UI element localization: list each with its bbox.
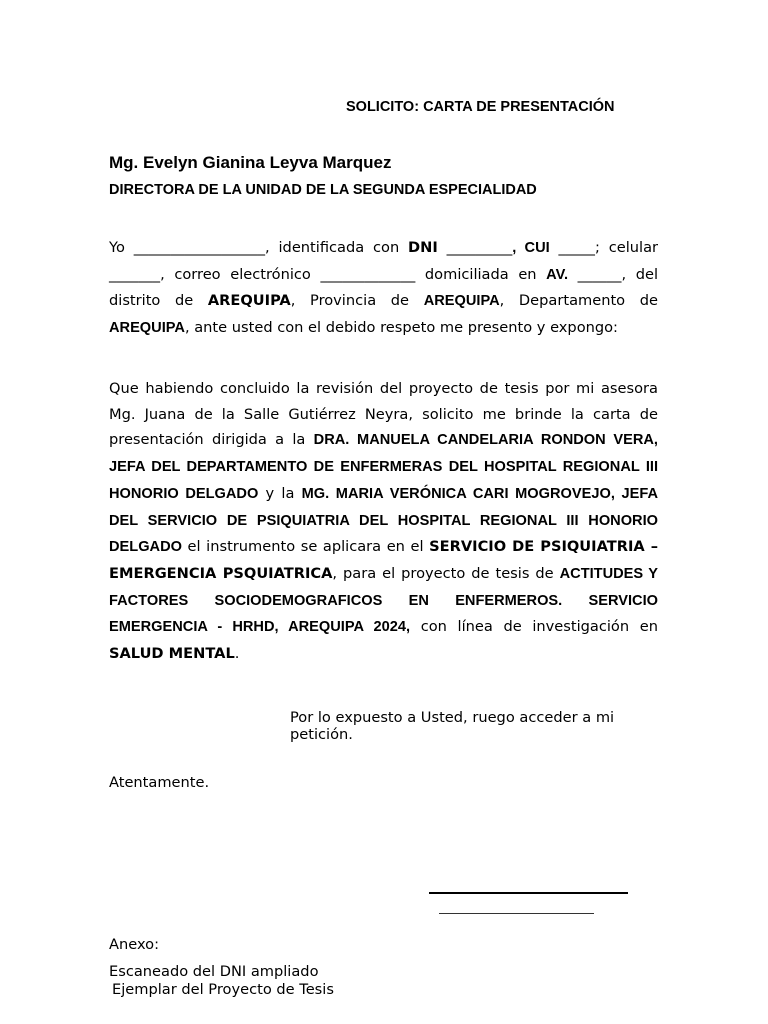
para2-text-3: el instrumento se aplicara en el	[181, 538, 430, 556]
para2-thesis-title: ACTITUDES Y FACTORES SOCIODEMOGRAFICOS EN ENFERMEROS. SERVICIO EMERGENCIA - HRHD, AREQUIPA 2024,	[109, 565, 658, 636]
salutation: Atentamente.	[109, 774, 210, 791]
annex-label: Anexo:	[109, 936, 159, 953]
para1-text-7: , ante usted con el debido respeto me presento y expongo:	[184, 319, 618, 337]
para2-recipient-1: DRA. MANUELA CANDELARIA RONDON VERA, JEFA DEL DEPARTAMENTO DE ENFERMERAS DEL HOSPITAL REGIONAL III HONORIO DELGADO	[109, 432, 658, 502]
para1-dni-label: DNI	[408, 239, 438, 256]
para1-province: AREQUIPA	[423, 293, 500, 310]
annex-item: Ejemplar del Proyecto de Tesis	[112, 981, 334, 998]
para1-district: AREQUIPA	[207, 292, 291, 310]
para1-department: AREQUIPA	[109, 320, 185, 337]
para1-text-4: ______, del distrito de	[109, 265, 658, 310]
para1-text-3: _____; celular _______, correo electrónico _____________ domiciliada en	[109, 239, 659, 283]
para1-text-1: Yo __________________, identificada con	[109, 239, 409, 256]
recipient-title: DIRECTORA DE LA UNIDAD DE LA SEGUNDA ESPECIALIDAD	[109, 182, 537, 198]
para1-text-5: , Provincia de	[290, 292, 424, 310]
subject-line: SOLICITO: CARTA DE PRESENTACIÓN	[346, 99, 615, 115]
signature-name-line	[439, 913, 594, 914]
applicant-paragraph	[109, 235, 658, 342]
para1-cui-label: , CUI	[512, 240, 550, 256]
recipient-name: Mg. Evelyn Gianina Leyva Marquez	[109, 153, 392, 172]
closing-request: Por lo expuesto a Usted, ruego acceder a mi petición.	[290, 709, 615, 743]
signature-line	[429, 892, 628, 894]
para1-av-label: AV.	[546, 266, 569, 283]
para2-text-6: .	[234, 645, 240, 663]
para2-research-line: SALUD MENTAL	[109, 645, 235, 663]
para2-text-2: y la	[258, 484, 302, 502]
para2-text-1: Que habiendo concluido la revisión del proyecto de tesis por mi asesora Mg. Juana de la Salle Gutiérrez Neyra, solicito me brinde la carta de presentación dirigida a la	[109, 380, 658, 449]
annex-item: Escaneado del DNI ampliado	[109, 963, 319, 980]
para2-text-5: con línea de investigación en	[410, 618, 658, 636]
para1-text-6: , Departamento de	[499, 292, 658, 310]
request-paragraph	[109, 376, 658, 667]
para2-service: SERVICIO DE PSIQUIATRIA – EMERGENCIA PSQUIATRICA	[109, 538, 658, 582]
para2-text-4: , para el proyecto de tesis de	[332, 564, 560, 582]
para2-recipient-2: MG. MARIA VERÓNICA CARI MOGROVEJO, JEFA DEL SERVICIO DE PSIQUIATRIA DEL HOSPITAL REGIONAL III HONORIO DELGADO	[109, 485, 658, 556]
para1-text-2: _________	[437, 239, 513, 256]
